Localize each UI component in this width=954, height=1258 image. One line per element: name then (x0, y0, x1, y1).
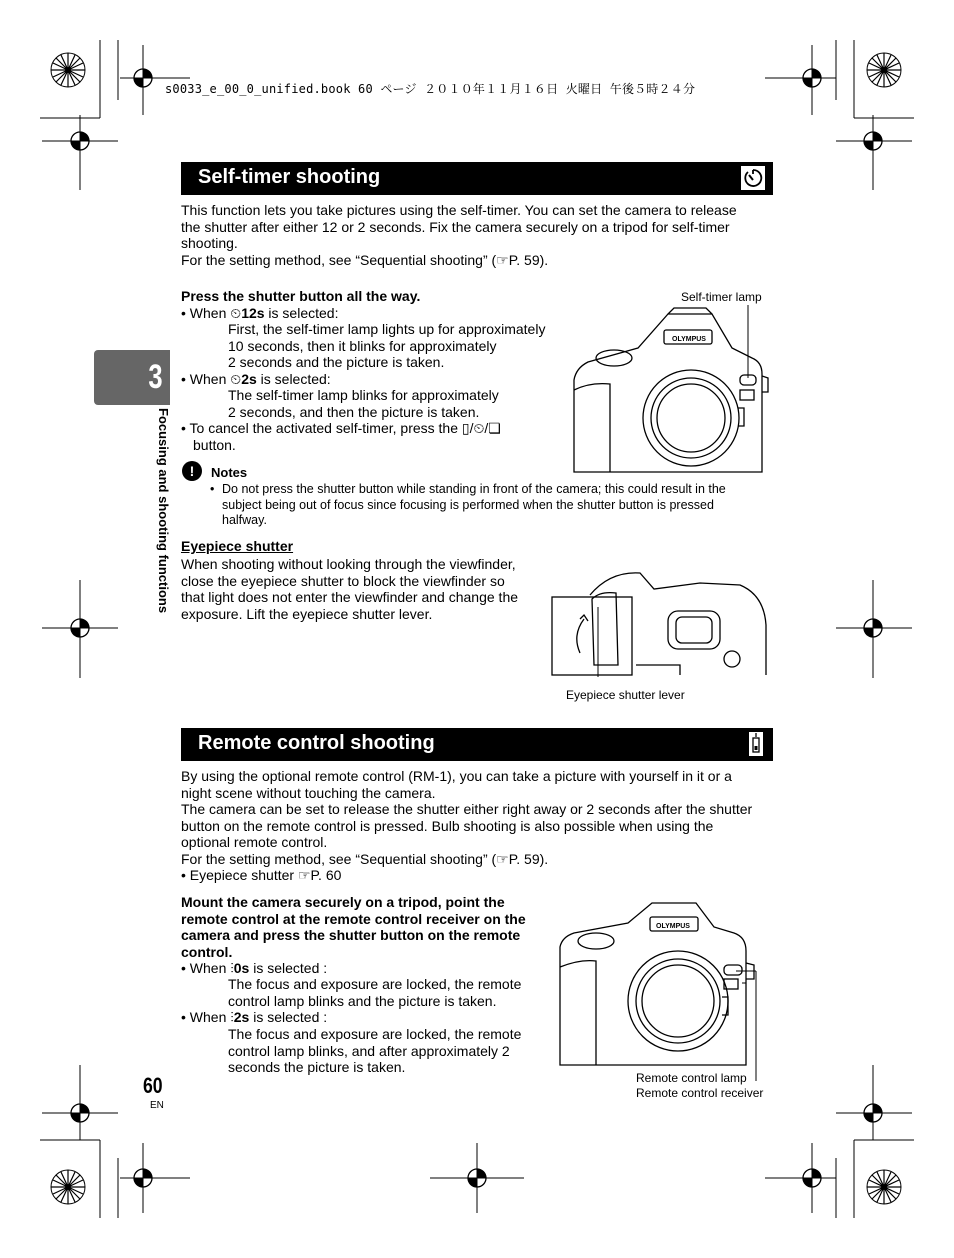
text-line: control. (181, 943, 233, 960)
camera-front-illustration (556, 897, 766, 1087)
text-line: The focus and exposure are locked, the remote (228, 1026, 522, 1042)
camera-brand: OLYMPUS (672, 336, 706, 343)
text: is selected : (249, 1009, 328, 1025)
text-line: The self-timer lamp blinks for approximately (228, 387, 499, 403)
text-line: Mount the camera securely on a tripod, point the (181, 894, 505, 910)
self-timer-lamp-label: Self-timer lamp (681, 290, 762, 304)
section-title: Self-timer shooting (198, 166, 381, 188)
text-line: shooting. (181, 235, 238, 251)
notes-bullet: • (210, 482, 215, 496)
when-12s (181, 305, 338, 322)
cancel-line (181, 420, 501, 437)
remote-receiver-label: Remote control receiver (636, 1086, 764, 1100)
text-line: subject being out of focus since focusing is performed when the shutter button is pressed (222, 497, 714, 512)
mode-label: 2s (233, 1009, 250, 1025)
chapter-tab (94, 350, 170, 405)
text-line: control lamp blinks, and after approximately 2 (228, 1042, 510, 1059)
text-line: Do not press the shutter button while standing in front of the camera; this could result in the (222, 482, 726, 496)
text: is selected: (256, 371, 331, 387)
text-line: 2 seconds and the picture is taken. (228, 354, 445, 370)
remote-lamp-label: Remote control lamp (636, 1071, 747, 1085)
self-timer-icon: ⏲ (230, 305, 242, 321)
text-line: This function lets you take pictures using the self-timer. You can set the camera to release (181, 202, 737, 218)
eyepiece-lever-label: Eyepiece shutter lever (566, 688, 685, 702)
print-header: s0033_e_00_0_unified.book 60 ページ ２０１０年１１月１６日 火曜日 午後５時２４分 (165, 82, 696, 96)
self-timer-icon: ⏲ (230, 371, 242, 387)
text-line: close the eyepiece shutter to block the viewfinder so (181, 572, 505, 589)
text-line: the shutter after either 12 or 2 seconds. Fix the camera securely on a tripod for self-timer (181, 218, 730, 235)
remote-step-heading (181, 894, 551, 960)
reference-line: • Eyepiece shutter ☞P. 60 (181, 867, 342, 883)
caution-icon: ! (182, 461, 202, 481)
text-line: The camera can be set to release the shutter either right away or 2 seconds after the shutter (181, 801, 753, 817)
text-line: button on the remote control is pressed. Bulb shooting is also possible when using the (181, 817, 714, 834)
remote-icon: ⫶ (230, 1009, 234, 1025)
eyepiece-heading: Eyepiece shutter (181, 538, 294, 554)
text-line: remote control at the remote control receiver on the (181, 910, 526, 927)
text: • When (181, 1009, 231, 1025)
reference-line: For the setting method, see “Sequential shooting” (☞P. 59). (181, 850, 549, 867)
text: is selected : (249, 960, 328, 976)
cancel-line-2: button. (193, 437, 236, 453)
text-line: optional remote control. (181, 834, 328, 850)
self-timer-intro (181, 202, 781, 268)
section-title: Remote control shooting (198, 732, 435, 754)
step-heading: Press the shutter button all the way. (181, 288, 421, 304)
text: • When (181, 371, 231, 387)
when-12s-desc (228, 321, 568, 371)
remote-icon: ⫶ (230, 960, 234, 976)
text-line: By using the optional remote control (RM-1), you can take a picture with yourself in it or a (181, 768, 732, 784)
text-line: 10 seconds, then it blinks for approximately (228, 337, 497, 354)
when-remote-2s (181, 1009, 327, 1026)
notes-text (222, 482, 782, 529)
when-0s-desc (228, 976, 548, 1009)
section-bar-remote (181, 728, 773, 761)
chapter-title: Focusing and shooting functions (156, 408, 171, 614)
text: • To cancel the activated self-timer, press the (181, 420, 458, 436)
text-line: control lamp blinks and the picture is taken. (228, 992, 497, 1009)
text-line: camera and press the shutter button on the remote (181, 927, 521, 943)
self-timer-icon (741, 166, 765, 190)
chapter-number: 3 (148, 358, 163, 396)
mode-label: 2s (241, 371, 257, 387)
eyepiece-illustration (550, 565, 772, 677)
text-line: exposure. Lift the eyepiece shutter lever. (181, 605, 433, 622)
mode-label: 12s (241, 305, 265, 321)
text-line: night scene without touching the camera. (181, 784, 436, 801)
mode-label: 0s (233, 960, 250, 976)
reference-line: For the setting method, see “Sequential shooting” (☞P. 59). (181, 251, 549, 268)
text-line: 2 seconds, and then the picture is taken. (228, 403, 480, 420)
text-line: When shooting without looking through the viewfinder, (181, 556, 516, 572)
remote-icon (749, 732, 763, 756)
when-2s (181, 371, 331, 388)
text-line: First, the self-timer lamp lights up for approximately (228, 321, 546, 337)
page-number: 60 (143, 1073, 163, 1098)
when-0s (181, 960, 327, 977)
text: • When (181, 305, 231, 321)
text: • When (181, 960, 231, 976)
section-bar-self-timer (181, 162, 773, 195)
camera-front-illustration (570, 300, 770, 476)
page-language: EN (150, 1100, 164, 1111)
text-line: The focus and exposure are locked, the remote (228, 976, 522, 992)
text: is selected: (264, 305, 339, 321)
remote-intro (181, 768, 781, 884)
text-line: halfway. (222, 513, 267, 527)
when-2s-desc (228, 387, 568, 420)
notes-title: Notes (211, 465, 248, 480)
text-line: that light does not enter the viewfinder and change the (181, 589, 519, 605)
drive-mode-icon: ▯/⏲/❏ (461, 420, 501, 436)
text-line: seconds the picture is taken. (228, 1059, 406, 1075)
camera-brand: OLYMPUS (656, 923, 690, 930)
eyepiece-text (181, 556, 541, 622)
when-remote-2s-desc (228, 1026, 548, 1076)
